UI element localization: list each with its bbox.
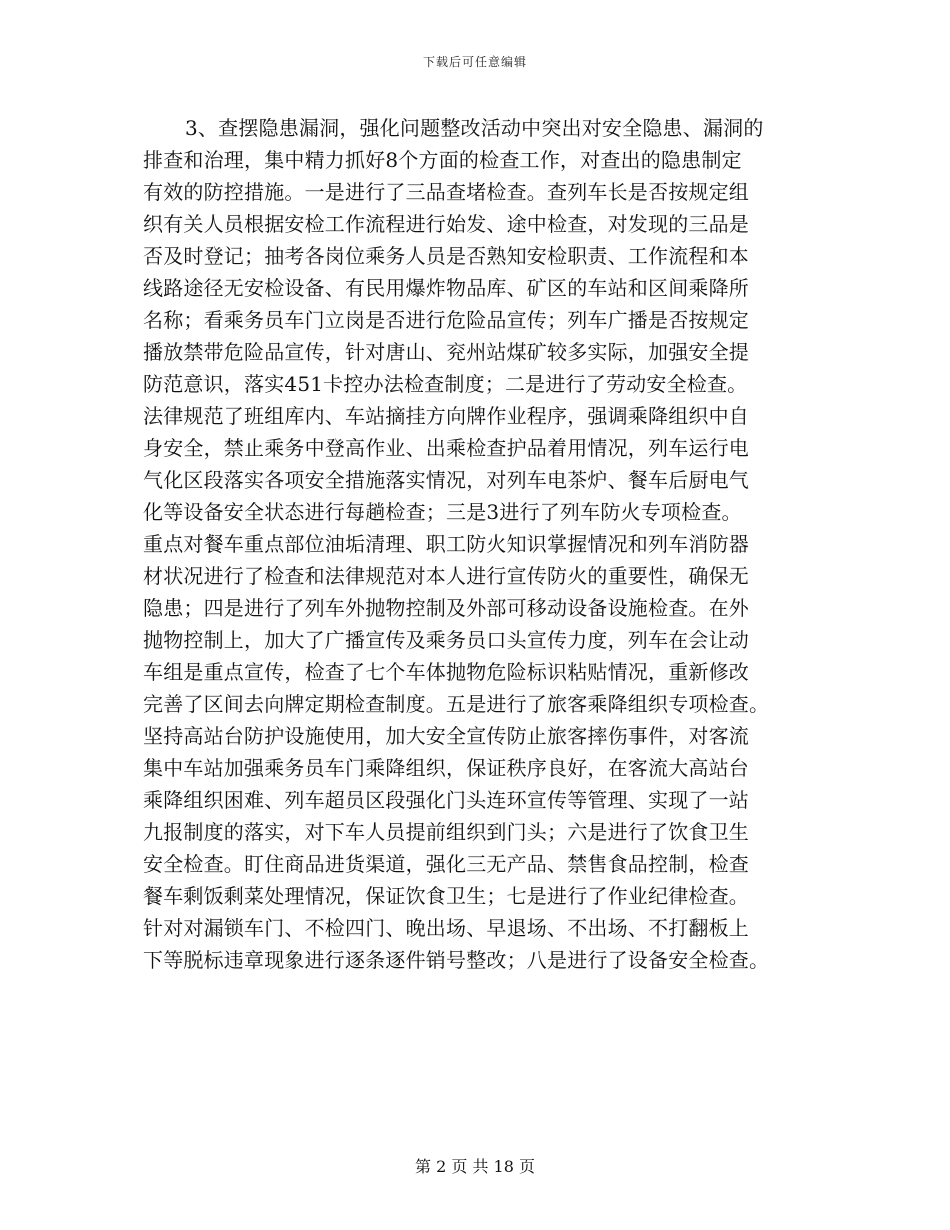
text-line: 安全检查。盯住商品进货渠道，强化三无产品、禁售食品控制，检查 (143, 852, 749, 876)
text-line: 排查和治理，集中精力抓好8个方面的检查工作，对查出的隐患制定 (143, 148, 742, 172)
text-line: 3、查摆隐患漏洞，强化问题整改活动中突出对安全隐患、漏洞的 (185, 116, 764, 140)
text-line: 车组是重点宣传，检查了七个车体抛物危险标识粘贴情况，重新修改 (143, 660, 749, 684)
text-line: 餐车剩饭剩菜处理情况，保证饮食卫生；七是进行了作业纪律检查。 (143, 884, 749, 908)
text-line: 法律规范了班组库内、车站摘挂方向牌作业程序，强调乘降组织中自 (143, 404, 749, 428)
text-line: 身安全，禁止乘务中登高作业、出乘检查护品着用情况，列车运行电 (143, 436, 749, 460)
text-line: 隐患；四是进行了列车外抛物控制及外部可移动设备设施检查。在外 (143, 596, 749, 620)
text-line: 抛物控制上，加大了广播宣传及乘务员口头宣传力度，列车在会让动 (143, 628, 749, 652)
text-line: 否及时登记；抽考各岗位乘务人员是否熟知安检职责、工作流程和本 (143, 244, 749, 268)
text-line: 重点对餐车重点部位油垢清理、职工防火知识掌握情况和列车消防器 (143, 532, 749, 556)
text-line: 名称；看乘务员车门立岗是否进行危险品宣传；列车广播是否按规定 (143, 308, 749, 332)
document-body (143, 112, 813, 976)
text-line: 防范意识，落实451卡控办法检查制度；二是进行了劳动安全检查。 (143, 372, 748, 396)
text-line: 播放禁带危险品宣传，针对唐山、兖州站煤矿较多实际，加强安全提 (143, 340, 749, 364)
page-header: 下载后可任意编辑 (422, 55, 527, 69)
text-line: 材状况进行了检查和法律规范对本人进行宣传防火的重要性，确保无 (143, 564, 749, 588)
text-line: 线路途径无安检设备、有民用爆炸物品库、矿区的车站和区间乘降所 (143, 276, 749, 300)
text-line: 完善了区间去向牌定期检查制度。五是进行了旅客乘降组织专项检查。 (143, 692, 770, 716)
text-line: 乘降组织困难、列车超员区段强化门头连环宣传等管理、实现了一站 (143, 788, 749, 812)
text-line: 有效的防控措施。一是进行了三品查堵检查。查列车长是否按规定组 (143, 180, 749, 204)
text-line: 坚持高站台防护设施使用，加大安全宣传防止旅客摔伤事件，对客流 (143, 724, 749, 748)
text-line: 下等脱标违章现象进行逐条逐件销号整改；八是进行了设备安全检查。 (143, 948, 770, 972)
text-line: 织有关人员根据安检工作流程进行始发、途中检查，对发现的三品是 (143, 212, 749, 236)
text-line: 九报制度的落实，对下车人员提前组织到门头；六是进行了饮食卫生 (143, 820, 749, 844)
text-line: 化等设备安全状态进行每趟检查；三是3进行了列车防火专项检查。 (143, 500, 742, 524)
text-line: 针对对漏锁车门、不检四门、晚出场、早退场、不出场、不打翻板上 (143, 916, 749, 940)
page-number-footer: 第 2 页 共 18 页 (415, 1157, 535, 1176)
text-line: 集中车站加强乘务员车门乘降组织，保证秩序良好，在客流大高站台 (143, 756, 749, 780)
text-line: 气化区段落实各项安全措施落实情况，对列车电茶炉、餐车后厨电气 (143, 468, 749, 492)
